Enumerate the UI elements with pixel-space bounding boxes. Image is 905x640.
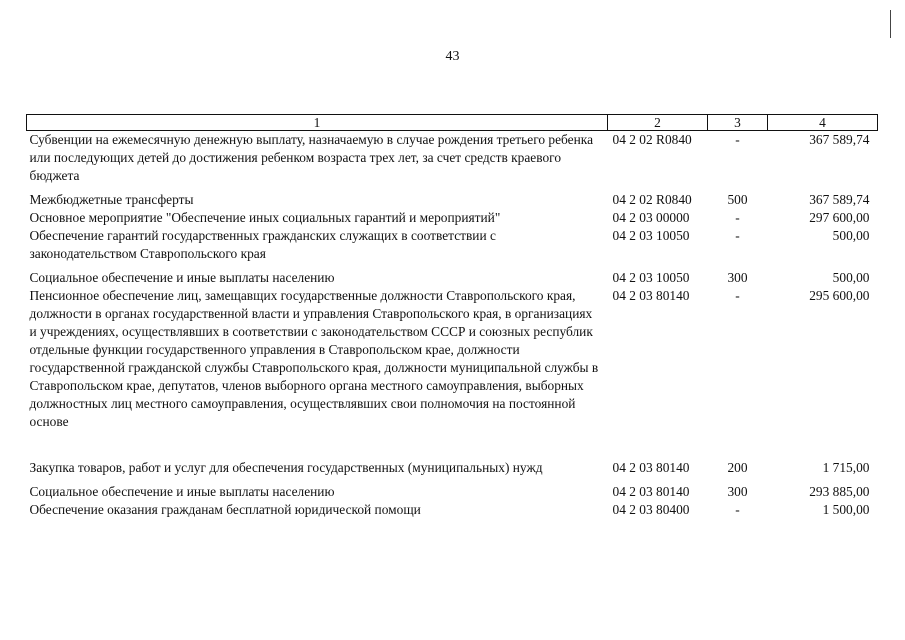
row-type: 300 — [727, 270, 748, 285]
row-amount: 500,00 — [832, 270, 870, 285]
row-code: 04 2 02 R0840 — [612, 192, 692, 207]
scan-edge-mark — [890, 10, 891, 38]
row-code: 04 2 03 80140 — [612, 484, 690, 499]
row-type: 300 — [727, 484, 748, 499]
header-col-name: 1 — [27, 115, 608, 131]
table-row — [27, 269, 878, 287]
row-amount: 367 589,74 — [809, 192, 870, 207]
table-row — [27, 501, 878, 519]
table-row — [27, 287, 878, 459]
row-name: Межбюджетные трансферты — [29, 192, 194, 207]
row-name: Закупка товаров, работ и услуг для обеспечения государственных (муниципальных) нужд — [29, 460, 543, 475]
row-type: - — [735, 210, 740, 225]
table-row — [27, 483, 878, 501]
header-col-type: 3 — [708, 115, 768, 131]
row-name: Обеспечение гарантий государственных гражданских служащих в соответствии с законодательством Ставропольского края — [29, 228, 496, 261]
row-type: 500 — [727, 192, 748, 207]
row-type: - — [735, 132, 740, 147]
row-type: - — [735, 228, 740, 243]
header-col-amount: 4 — [768, 115, 878, 131]
row-name: Социальное обеспечение и иные выплаты населению — [29, 484, 335, 499]
table-row — [27, 131, 878, 192]
row-name: Обеспечение оказания гражданам бесплатной юридической помощи — [29, 502, 421, 517]
budget-table — [26, 114, 878, 519]
table-header-row — [27, 115, 878, 131]
row-name: Основное мероприятие "Обеспечение иных социальных гарантий и мероприятий" — [29, 210, 501, 225]
row-type: - — [735, 288, 740, 303]
row-code: 04 2 03 80140 — [612, 288, 690, 303]
table-row — [27, 209, 878, 227]
row-amount: 1 715,00 — [822, 460, 870, 475]
row-amount: 297 600,00 — [809, 210, 870, 225]
row-code: 04 2 03 10050 — [612, 228, 690, 243]
row-amount: 295 600,00 — [809, 288, 870, 303]
row-code: 04 2 03 80140 — [612, 460, 690, 475]
row-amount: 500,00 — [832, 228, 870, 243]
row-amount: 1 500,00 — [822, 502, 870, 517]
row-code: 04 2 03 00000 — [612, 210, 690, 225]
row-code: 04 2 03 10050 — [612, 270, 690, 285]
table-row — [27, 191, 878, 209]
table-row — [27, 227, 878, 269]
row-amount: 367 589,74 — [809, 132, 870, 147]
page-number: 43 — [445, 49, 460, 64]
row-code: 04 2 03 80400 — [612, 502, 690, 517]
row-type: 200 — [727, 460, 748, 475]
row-type: - — [735, 502, 740, 517]
row-amount: 293 885,00 — [809, 484, 870, 499]
row-name: Социальное обеспечение и иные выплаты населению — [29, 270, 335, 285]
header-col-code: 2 — [608, 115, 708, 131]
row-name: Пенсионное обеспечение лиц, замещавщих государственные должности Ставропольского края, должности в органах государственной власти и управления Ставропольского края, в организациях и учреждениях, осуществлявших в соответствии с законодательством СССР и союзных республик отдельные функции государственного управления в Ставропольском крае, должности государственной гражданской службы Ставропольского края, должности муниципальной службы в Ставропольском крае, депутатов, членов выборного органа местного самоуправления, выборных должностных лиц местного самоуправления, осуществлявших свои полномочия на постоянной основе — [29, 288, 599, 429]
row-code: 04 2 02 R0840 — [612, 132, 692, 147]
row-name: Субвенции на ежемесячную денежную выплату, назначаемую в случае рождения третьего ребенка или последующих детей до достижения ребенком возраста трех лет, за счет средств краевого бюджета — [29, 132, 594, 183]
table-row — [27, 459, 878, 483]
